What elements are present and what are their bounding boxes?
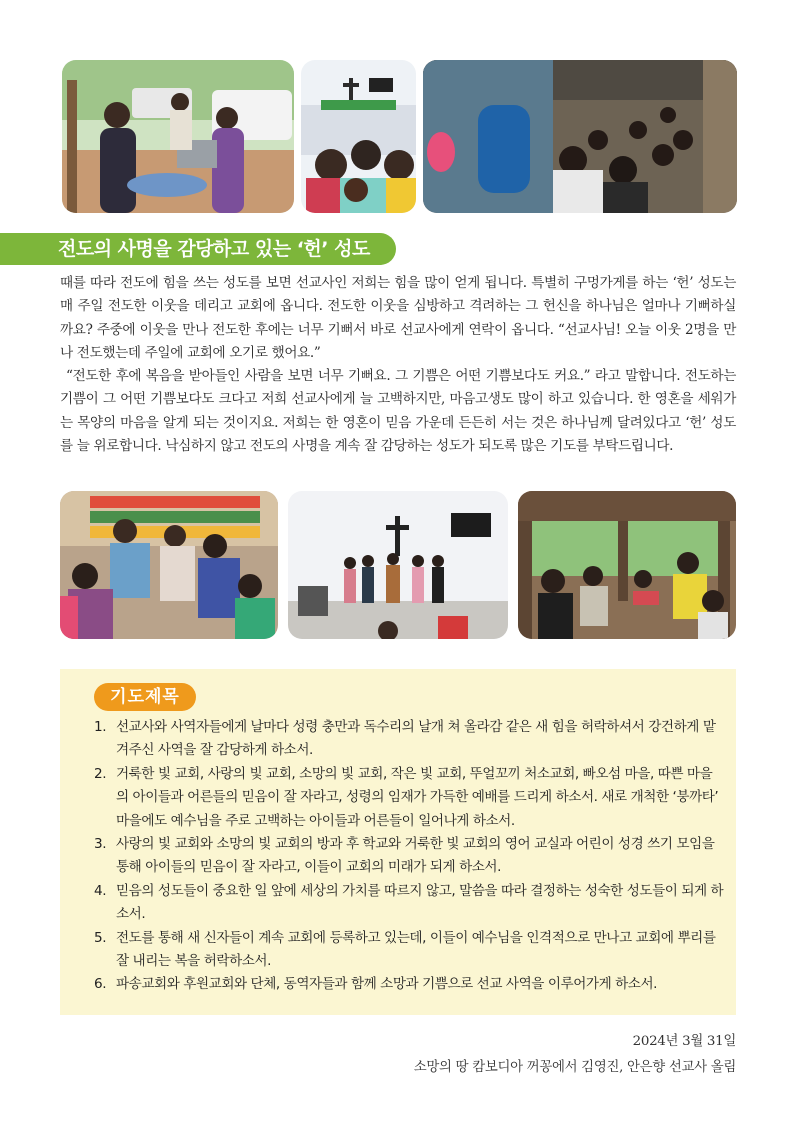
list-item	[94, 833, 724, 880]
section-title: 전도의 사명을 감당하고 있는 ‘헌’ 성도	[58, 238, 370, 260]
item-number: 4.	[94, 882, 107, 899]
church-stage-photo	[288, 491, 508, 639]
item-text: 전도를 통해 새 신자들이 계속 교회에 등록하고 있는데, 이들이 예수님을 인격적으로 만나고 교회에 뿌리를 잘 내리는 복을 허락하소서.	[116, 929, 716, 970]
item-text: 선교사와 사역자들에게 날마다 성령 충만과 독수리의 날개 쳐 올라감 같은 새 힘을 허락하셔서 강건하게 맡겨주신 사역을 잘 감당하게 하소서.	[116, 719, 716, 759]
item-number: 1.	[94, 719, 107, 735]
list-item	[94, 880, 724, 927]
list-item	[94, 716, 724, 763]
story-paragraph-1: 때를 따라 전도에 힘을 쓰는 성도를 보면 선교사인 저희는 힘을 많이 얻게 됩니다. 특별히 구멍가게를 하는 ‘헌’ 성도는 매 주일 전도한 이웃을 데리고 교회에 옵니다. 전도한 이웃을 심방하고 격려하는 그 헌신을 하나님은 얼마나 기뻐하실까요? 주중에 이웃을 만나 전도한 후에는 너무 기뻐서 바로 선교사에게 연락이 옵니다. “선교사님! 오늘 이웃 2명을 만나 전도했는데 주일에 교회에 오기로 했어요.”	[60, 275, 736, 361]
church-worship-photo	[301, 60, 416, 213]
item-text: 파송교회와 후원교회와 단체, 동역자들과 함께 소망과 기쁨으로 선교 사역을 이루어가게 하소서.	[116, 976, 658, 993]
item-text: 믿음의 성도들이 중요한 일 앞에 세상의 가치를 따르지 않고, 말씀을 따라 결정하는 성숙한 성도들이 되게 하소서.	[116, 882, 724, 923]
item-number: 3.	[94, 836, 107, 853]
story-text	[60, 272, 736, 458]
section-banner	[0, 233, 396, 265]
shop-family-photo	[60, 491, 278, 639]
prayer-heading-badge: 기도제목	[94, 683, 196, 711]
list-item	[94, 927, 724, 974]
letter-date: 2024년 3월 31일	[632, 1034, 736, 1049]
letter-signature: 소망의 땅 캄보디아 꺼꽁에서 김영진, 안은향 선교사 올림	[413, 1060, 736, 1075]
prayer-list	[94, 716, 724, 997]
pavilion-gathering-photo	[518, 491, 736, 639]
item-text: 거룩한 빛 교회, 사랑의 빛 교회, 소망의 빛 교회, 작은 빛 교회, 뚜얼꼬끼 처소교회, 빠오섬 마을, 따쁜 마을의 아이들과 어른들의 믿음이 잘 자라고, 성령의 임재가 가득한 예배를 드리게 하소서. 새로 개척한 ‘붕까타’ 마을에도 예수님을 주로 고백하는 아이들과 어른들이 일어나게 하소서.	[116, 765, 719, 829]
list-item	[94, 763, 724, 833]
item-text: 사랑의 빛 교회와 소망의 빛 교회의 방과 후 학교와 거룩한 빛 교회의 영어 교실과 어린이 성경 쓰기 모임을 통해 아이들의 믿음이 잘 자라고, 이들이 교회의 미래가 되게 하소서.	[116, 836, 715, 876]
item-number: 6.	[94, 976, 107, 993]
youth-group-photo	[423, 60, 737, 213]
item-number: 5.	[94, 929, 107, 946]
item-number: 2.	[94, 765, 107, 782]
list-item	[94, 973, 724, 996]
prayer-requests-box	[60, 669, 736, 1015]
outdoor-gathering-photo	[62, 60, 294, 213]
story-paragraph-2: “전도한 후에 복음을 받아들인 사람을 보면 너무 기뻐요. 그 기쁨은 어떤 기쁨보다도 커요.” 라고 말합니다. 전도하는 기쁨이 그 어떤 기쁨보다도 크다고 저희 선교사에게 늘 고백하지만, 마음고생도 많이 하고 있습니다. 한 영혼을 세워가는 목양의 마음을 알게 되는 것이지요. 저희는 한 영혼이 믿음 가운데 든든히 서는 것은 하나님께 달려있다고 ‘헌’ 성도를 늘 위로합니다. 낙심하지 않고 전도의 사명을 계속 잘 감당하는 성도가 되도록 많은 기도를 부탁드립니다.	[60, 368, 736, 455]
